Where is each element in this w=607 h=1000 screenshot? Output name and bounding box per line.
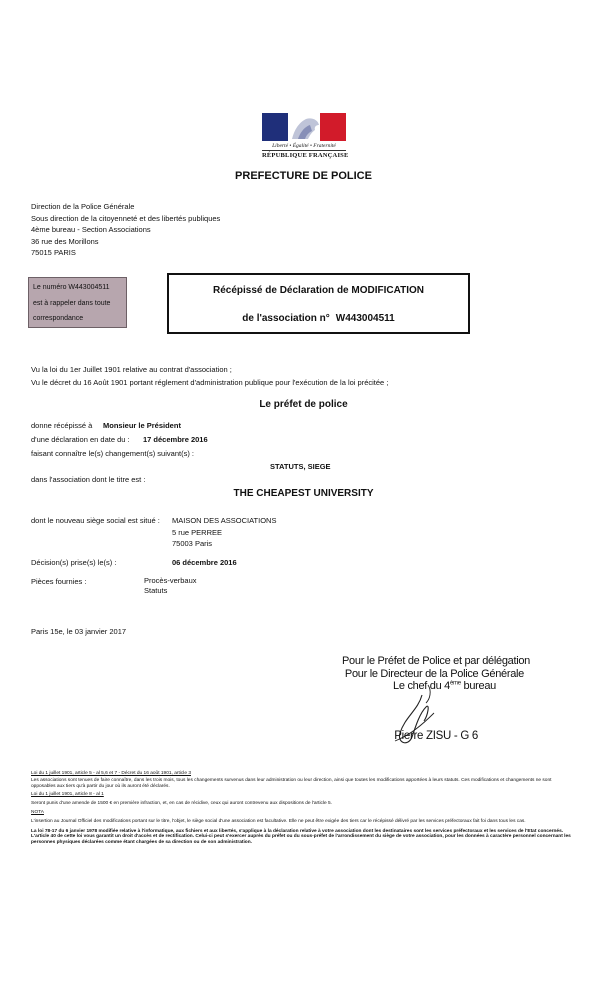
- seat-line: MAISON DES ASSOCIATIONS: [172, 516, 277, 525]
- footer-text: Seront punis d'une amende de 1500 € en première infraction, et, en cas de récidive, ceux qui auront contrevenu aux dispositions de l'article 5.: [31, 801, 333, 807]
- marianne-profile-icon: [262, 113, 346, 141]
- recipient-label: donne récépissé à: [31, 421, 93, 430]
- footer-text: Les associations sont tenues de faire connaître, dans les trois mois, tous les changements survenus dans leur administration ou leur direction, ainsi que toutes les modifications apportées à leurs statuts. Ces modifications et changements ne sont opposables aux tiers qu'à partir du jour où ils auront été déclarés.: [31, 777, 552, 789]
- reference-line: est à rappeler dans toute: [33, 299, 111, 307]
- nota-label: NOTA: [31, 809, 44, 815]
- association-title-label: dans l'association dont le titre est :: [31, 475, 146, 484]
- receipt-number-label: de l'association n°: [242, 313, 330, 324]
- declaration-date: 17 décembre 2016: [143, 435, 208, 444]
- decision-label: Décision(s) prise(s) le(s) :: [31, 558, 117, 567]
- reference-line: Le numéro W443004511: [33, 284, 110, 291]
- address-line: 4ème bureau - Section Associations: [31, 225, 151, 234]
- recipient-value: Monsieur le Président: [103, 421, 181, 430]
- seat-address: [172, 515, 276, 550]
- place-and-date: Paris 15e, le 03 janvier 2017: [31, 627, 127, 636]
- address-line: Direction de la Police Générale: [31, 202, 135, 211]
- pieces-list: [144, 576, 197, 595]
- reference-line: correspondance: [33, 315, 84, 322]
- decision-date: 06 décembre 2016: [172, 558, 237, 567]
- address-line: 75015 PARIS: [31, 248, 76, 257]
- receipt-title: Récépissé de Déclaration de MODIFICATION: [213, 285, 424, 296]
- address-block: [31, 201, 220, 259]
- signature-line: Pour le Directeur de la Police Générale: [344, 668, 524, 680]
- tricolor-flag-icon: [262, 113, 346, 141]
- piece-item: Statuts: [144, 585, 168, 595]
- receipt-number: W443004511: [335, 313, 395, 324]
- signature-line: Pour le Préfet de Police et par délégation: [342, 655, 530, 667]
- republic-name: RÉPUBLIQUE FRANÇAISE: [262, 152, 349, 159]
- signature-stamp: [300, 655, 540, 750]
- seat-line: 5 rue PERREE: [172, 527, 223, 537]
- page-title: PREFECTURE DE POLICE: [235, 170, 372, 182]
- privacy-text: La loi 78-17 du 6 janvier 1978 modifiée relative à l'informatique, aux fichiers et aux libertés, s'applique à la déclaration relative à votre association dont les destinataires sont les services préfectoraux et les services de l'Etat concernés. L'article 40 de cette loi vous garantit un droit d'accès et de rectification. Celui-ci peut s'exercer auprès du préfet ou du sous-préfet de l'arrondissement du siège de votre association, pour les données à caractère personnel concernant les personnes physiques déclarées comme étant chargées de sa direction ou de son administration.: [31, 828, 571, 846]
- address-line: 36 rue des Morillons: [31, 236, 99, 246]
- reference-number-box: [28, 277, 127, 328]
- receipt-title-box: [167, 273, 470, 334]
- changes-label: faisant connaître le(s) changement(s) suivant(s) :: [31, 449, 194, 458]
- republic-motto: Liberté • Égalité • Fraternité: [272, 143, 336, 149]
- association-title: THE CHEAPEST UNIVERSITY: [233, 488, 374, 499]
- footer-reference: Loi du 1 juillet 1901, article 5 - al 5,6 et 7 - Décret du 16 août 1901, article 3: [31, 771, 191, 776]
- legal-reference: Vu la loi du 1er Juillet 1901 relative au contrat d'association ;: [31, 365, 232, 374]
- footer-legal: [31, 771, 576, 846]
- signature-line: Le chef du 4ème bureau: [393, 680, 496, 692]
- pieces-label: Pièces fournies :: [31, 577, 87, 586]
- seat-label: dont le nouveau siège social est situé :: [31, 516, 160, 525]
- piece-item: Procès-verbaux: [144, 576, 197, 585]
- footer-reference: Loi du 1 juillet 1901, article 8 - al 1: [31, 792, 104, 798]
- nota-text: L'insertion au Journal Officiel des modifications portant sur le titre, l'objet, le siège social d'une association est facultative. Elle ne peut être exigée des tiers car le récépissé délivré par les services préfectoraux fait foi dans tous les cas.: [31, 818, 526, 824]
- address-line: Sous direction de la citoyenneté et des libertés publiques: [31, 213, 221, 223]
- signatory-name: Pierre ZISU - G 6: [394, 730, 478, 742]
- changes-value: STATUTS, SIEGE: [270, 462, 331, 471]
- legal-reference: Vu le décret du 16 Août 1901 portant réglement d'administration publique pour l'exécution de la loi précitée ;: [31, 378, 389, 387]
- marianne-logo: [262, 113, 349, 159]
- receipt-association-number: [169, 313, 468, 324]
- date-label: d'une déclaration en date du :: [31, 435, 130, 444]
- prefet-heading: Le préfet de police: [259, 399, 348, 410]
- seat-line: 75003 Paris: [172, 539, 213, 548]
